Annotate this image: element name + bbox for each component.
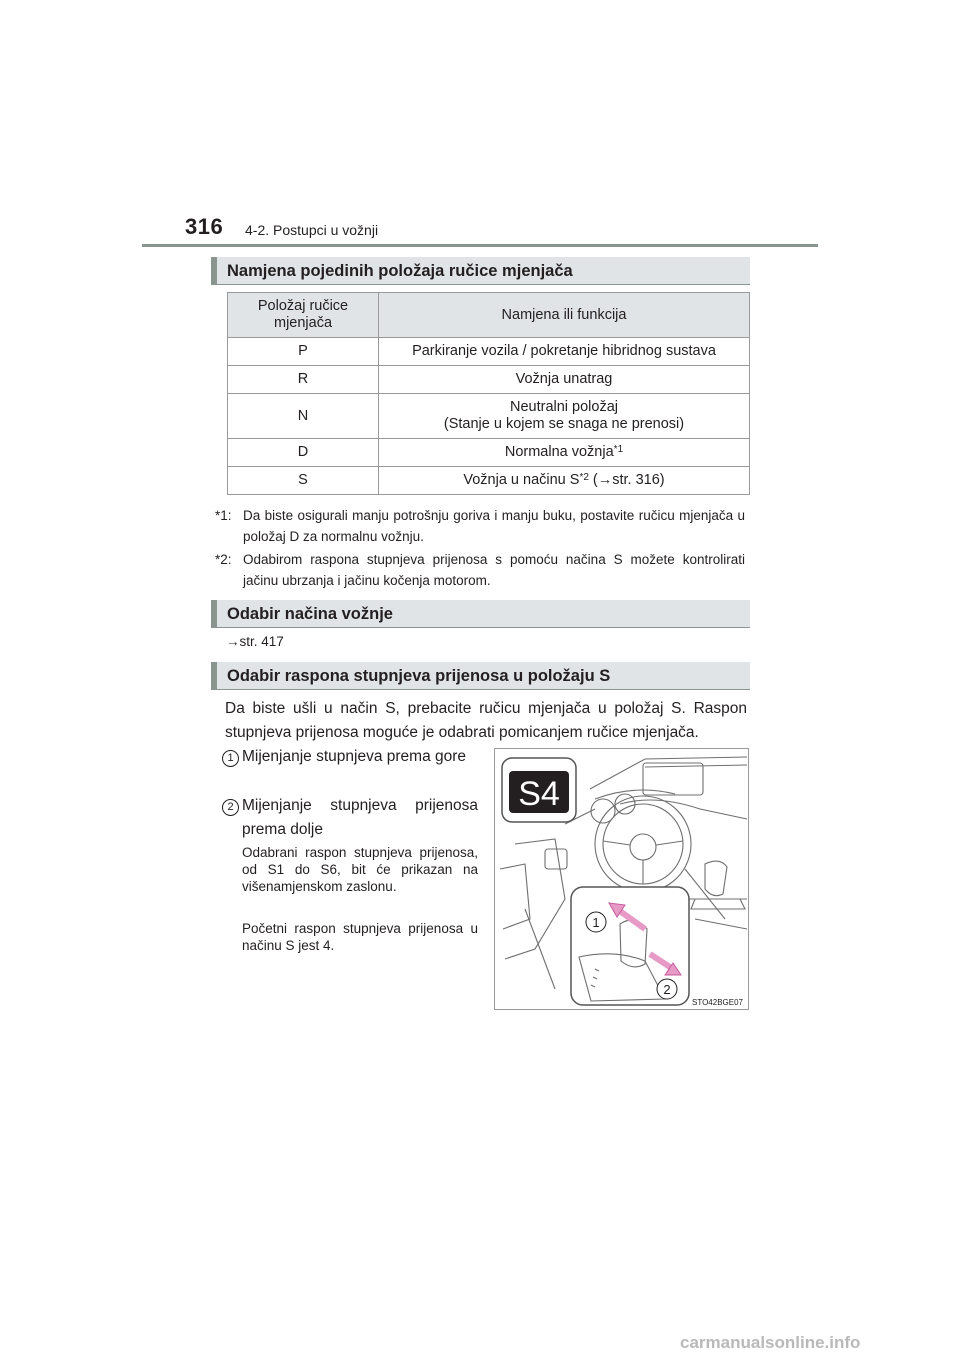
section-heading-s-mode: Odabir raspona stupnjeva prijenosa u položaju S bbox=[211, 662, 750, 690]
table-cell-function: Vožnja u načinu $S^{*2}$ (→str. 316) bbox=[379, 467, 750, 495]
table-cell-function: Normalna vožnja$^{*1}$ bbox=[379, 439, 750, 467]
item-shift-up: Mijenjanje stupnjeva prema gore bbox=[242, 748, 467, 765]
table-header-row bbox=[228, 293, 750, 338]
callout-2-badge: 2 bbox=[222, 797, 239, 816]
illustration-code: STO42BGE07 bbox=[692, 998, 743, 1007]
table-header-function: Namjena ili funkcija bbox=[379, 293, 750, 338]
table-cell-function: Neutralni položaj (Stanje u kojem se snaga ne prenosi) bbox=[379, 394, 750, 439]
footnote-ref: *1 bbox=[613, 444, 624, 455]
table-cell-function: Vožnja unatrag bbox=[379, 366, 750, 394]
s4-display-label: S4 bbox=[518, 775, 560, 813]
note-initial-gear: Početni raspon stupnjeva prijenosa u načinu S jest 4. bbox=[242, 921, 478, 953]
section-title: 4-2. Postupci u vožnji bbox=[245, 222, 379, 238]
item-shift-down: Mijenjanje stupnjeva prijenosa prema dolje bbox=[242, 797, 478, 838]
table-cell-position: P bbox=[228, 338, 379, 366]
table-row bbox=[228, 394, 750, 439]
callout-1-badge: 1 bbox=[222, 748, 239, 767]
footnote-2: *2: Odabirom raspona stupnjeva prijenosa s pomoću načina S možete kontrolirati jačinu ubrzanja i jačinu kočenja motorom. bbox=[215, 552, 745, 588]
table-row bbox=[228, 439, 750, 467]
note-gear-range-display: Odabrani raspon stupnjeva prijenosa, od S1 do S6, bit će prikazan na višenamjenskom zaslonu. bbox=[242, 845, 478, 894]
table-cell-function: Parkiranje vozila / pokretanje hibridnog sustava bbox=[379, 338, 750, 366]
footnote-1: *1: Da biste osigurali manju potrošnju goriva i manju buku, postavite ručicu mjenjača u položaj D za normalnu vožnju. bbox=[215, 508, 745, 544]
footnote-ref: *2 bbox=[579, 472, 589, 483]
table-header-position: Položaj ručice mjenjača bbox=[228, 293, 379, 338]
page-number: 316 bbox=[185, 214, 224, 239]
illustration-callout-2: 2 bbox=[663, 982, 671, 997]
table-cell-position: S bbox=[228, 467, 379, 495]
gear-shift-illustration bbox=[494, 748, 749, 1010]
table-cell-position: N bbox=[228, 394, 379, 439]
drive-mode-page-reference[interactable]: →str. 417 bbox=[226, 634, 284, 649]
table-row bbox=[228, 338, 750, 366]
header-divider bbox=[142, 244, 818, 247]
table-row bbox=[228, 467, 750, 495]
watermark: carmanualsonline.info bbox=[680, 1333, 861, 1352]
table-cell-position: R bbox=[228, 366, 379, 394]
dashboard-drawing bbox=[495, 749, 748, 1009]
s-mode-intro: Da biste ušli u način S, prebacite ručicu mjenjača u položaj S. Raspon stupnjeva prijenosa moguće je odabrati pomicanjem ručice mjenjača. bbox=[225, 700, 747, 741]
page-reference-link[interactable]: (→str. 316) bbox=[588, 472, 665, 488]
table-row bbox=[228, 366, 750, 394]
section-heading-gear-positions: Namjena pojedinih položaja ručice mjenjača bbox=[211, 257, 750, 285]
illustration-callout-1: 1 bbox=[592, 915, 600, 930]
section-heading-drive-mode: Odabir načina vožnje bbox=[211, 600, 750, 628]
table-cell-position: D bbox=[228, 439, 379, 467]
gear-position-table bbox=[227, 292, 750, 495]
